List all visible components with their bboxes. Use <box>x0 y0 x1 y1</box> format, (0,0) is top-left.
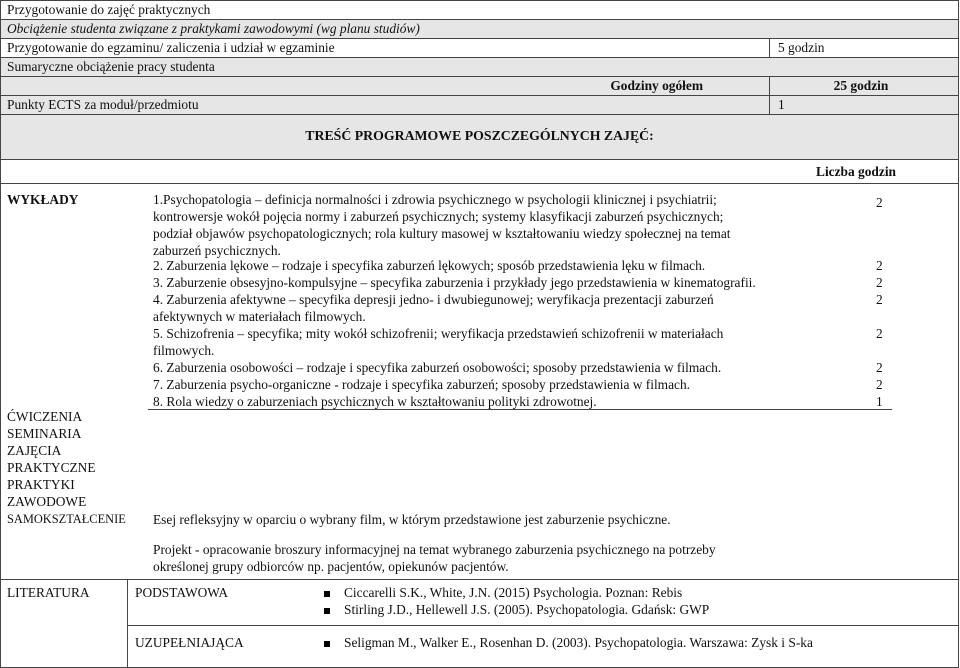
lecture-hours: 2 <box>876 258 883 273</box>
lecture-text-line: 4. Zaburzenia afektywne – specyfika depresji jedno- i dwubiegunowej; weryfikacja prezentacji zaburzeń <box>153 292 714 307</box>
row-total-workload: Sumaryczne obciążenie pracy studenta <box>1 58 959 77</box>
lecture-text-line: 6. Zaburzenia osobowości – rodzaje i specyfika zaburzeń osobowości; sposoby przedstawienia w filmach. <box>153 360 722 375</box>
label-samoksztalcenie: SAMOKSZTAŁCENIE <box>7 512 126 526</box>
supplementary-literature-label: UZUPEŁNIAJĄCA <box>135 635 244 650</box>
lecture-text-line: 3. Zaburzenie obsesyjno-kompulsyjne – specyfika zaburzenia i przykłady jego przedstawienia w kinematografii. <box>153 275 756 290</box>
literature-label: LITERATURA <box>7 585 90 600</box>
hours-header-row <box>0 159 959 184</box>
section-title: TREŚĆ PROGRAMOWE POSZCZEGÓLNYCH ZAJĘĆ: <box>305 128 654 143</box>
row-exam-prep-value: 5 godzin <box>770 39 959 58</box>
ects-label: Punkty ECTS za moduł/przedmiotu <box>1 96 770 115</box>
wyklady-label: WYKŁADY <box>7 192 79 207</box>
label-seminaria: SEMINARIA <box>7 426 82 441</box>
lectures-divider <box>148 409 892 410</box>
lecture-hours: 2 <box>876 360 883 375</box>
lecture-text-line: filmowych. <box>153 343 215 358</box>
label-cwiczenia: ĆWICZENIA <box>7 409 83 424</box>
total-hours-label: Godziny ogółem <box>1 77 770 96</box>
supplementary-literature-item: Seligman M., Walker E., Rosenhan D. (2003). Psychopatologia. Warszawa: Zysk i S-ka <box>324 634 813 651</box>
lecture-text-line: 7. Zaburzenia psycho-organiczne - rodzaje i specyfika zaburzeń; sposoby przedstawienia w filmach. <box>153 377 691 392</box>
lecture-text-line: 2. Zaburzenia lękowe – rodzaje i specyfika zaburzeń lękowych; sposób przedstawienia lęku w filmach. <box>153 258 706 273</box>
self-study-item-2-line1: Projekt - opracowanie broszury informacyjnej na temat wybranego zaburzenia psychicznego na potrzeby <box>153 542 716 557</box>
bullet-icon <box>324 608 330 614</box>
workload-table <box>0 0 959 115</box>
row-practical-prep: Przygotowanie do zajęć praktycznych <box>1 1 959 20</box>
lecture-hours: 2 <box>876 275 883 290</box>
lecture-hours: 2 <box>876 326 883 341</box>
self-study-item-2-line2: określonej grupy odbiorców np. pacjentów, opiekunów pacjentów. <box>153 559 509 574</box>
lecture-text-line: kontrowersje wokół pojęcia normy i zaburzeń psychicznych; systemy klasyfikacji zaburzeń psychicznych; <box>153 209 724 224</box>
lecture-text-line: 5. Schizofrenia – specyfika; mity wokół schizofrenii; weryfikacja przedstawień schizofrenii w materiałach <box>153 326 724 341</box>
lecture-text-line: 8. Rola wiedzy o zaburzeniach psychicznych w kształtowaniu polityki zdrowotnej. <box>153 394 597 409</box>
lecture-text-line: zaburzeń psychicznych. <box>153 243 281 258</box>
label-praktyczne: PRAKTYCZNE <box>7 460 96 475</box>
lecture-text-line: podział objawów psychopatologicznych; rola kultury masowej w kształtowaniu wiedzy społecznej na temat <box>153 226 731 241</box>
lecture-text-line: afektywnych w materiałach filmowych. <box>153 309 366 324</box>
label-zajecia: ZAJĘCIA <box>7 443 62 458</box>
lecture-hours: 2 <box>876 292 883 307</box>
basic-literature-label: PODSTAWOWA <box>135 585 229 600</box>
basic-literature-item: Ciccarelli S.K., White, J.N. (2015) Psychologia. Poznan: Rebis <box>324 584 682 601</box>
lecture-hours: 1 <box>876 394 883 409</box>
label-praktyki: PRAKTYKI <box>7 477 75 492</box>
self-study-item-1: Esej refleksyjny w oparciu o wybrany film, w którym przedstawione jest zaburzenie psychiczne. <box>153 512 671 527</box>
lecture-hours: 2 <box>876 195 883 210</box>
ects-value: 1 <box>770 96 959 115</box>
label-zawodowe: ZAWODOWE <box>7 494 87 509</box>
lecture-text-line: 1.Psychopatologia – definicja normalności i zdrowia psychicznego w psychologii klinicznej i psychiatrii; <box>153 192 717 207</box>
section-header <box>0 114 959 160</box>
basic-literature-item: Stirling J.D., Hellewell J.S. (2005). Psychopatologia. Gdańsk: GWP <box>324 601 709 618</box>
row-exam-prep-label: Przygotowanie do egzaminu/ zaliczenia i udział w egzaminie <box>1 39 770 58</box>
row-practice-workload: Obciążenie studenta związane z praktykami zawodowymi (wg planu studiów) <box>1 20 959 39</box>
lecture-hours: 2 <box>876 377 883 392</box>
bullet-icon <box>324 641 330 647</box>
total-hours-value: 25 godzin <box>770 77 959 96</box>
hours-column-header: Liczba godzin <box>816 164 896 179</box>
bullet-icon <box>324 591 330 597</box>
